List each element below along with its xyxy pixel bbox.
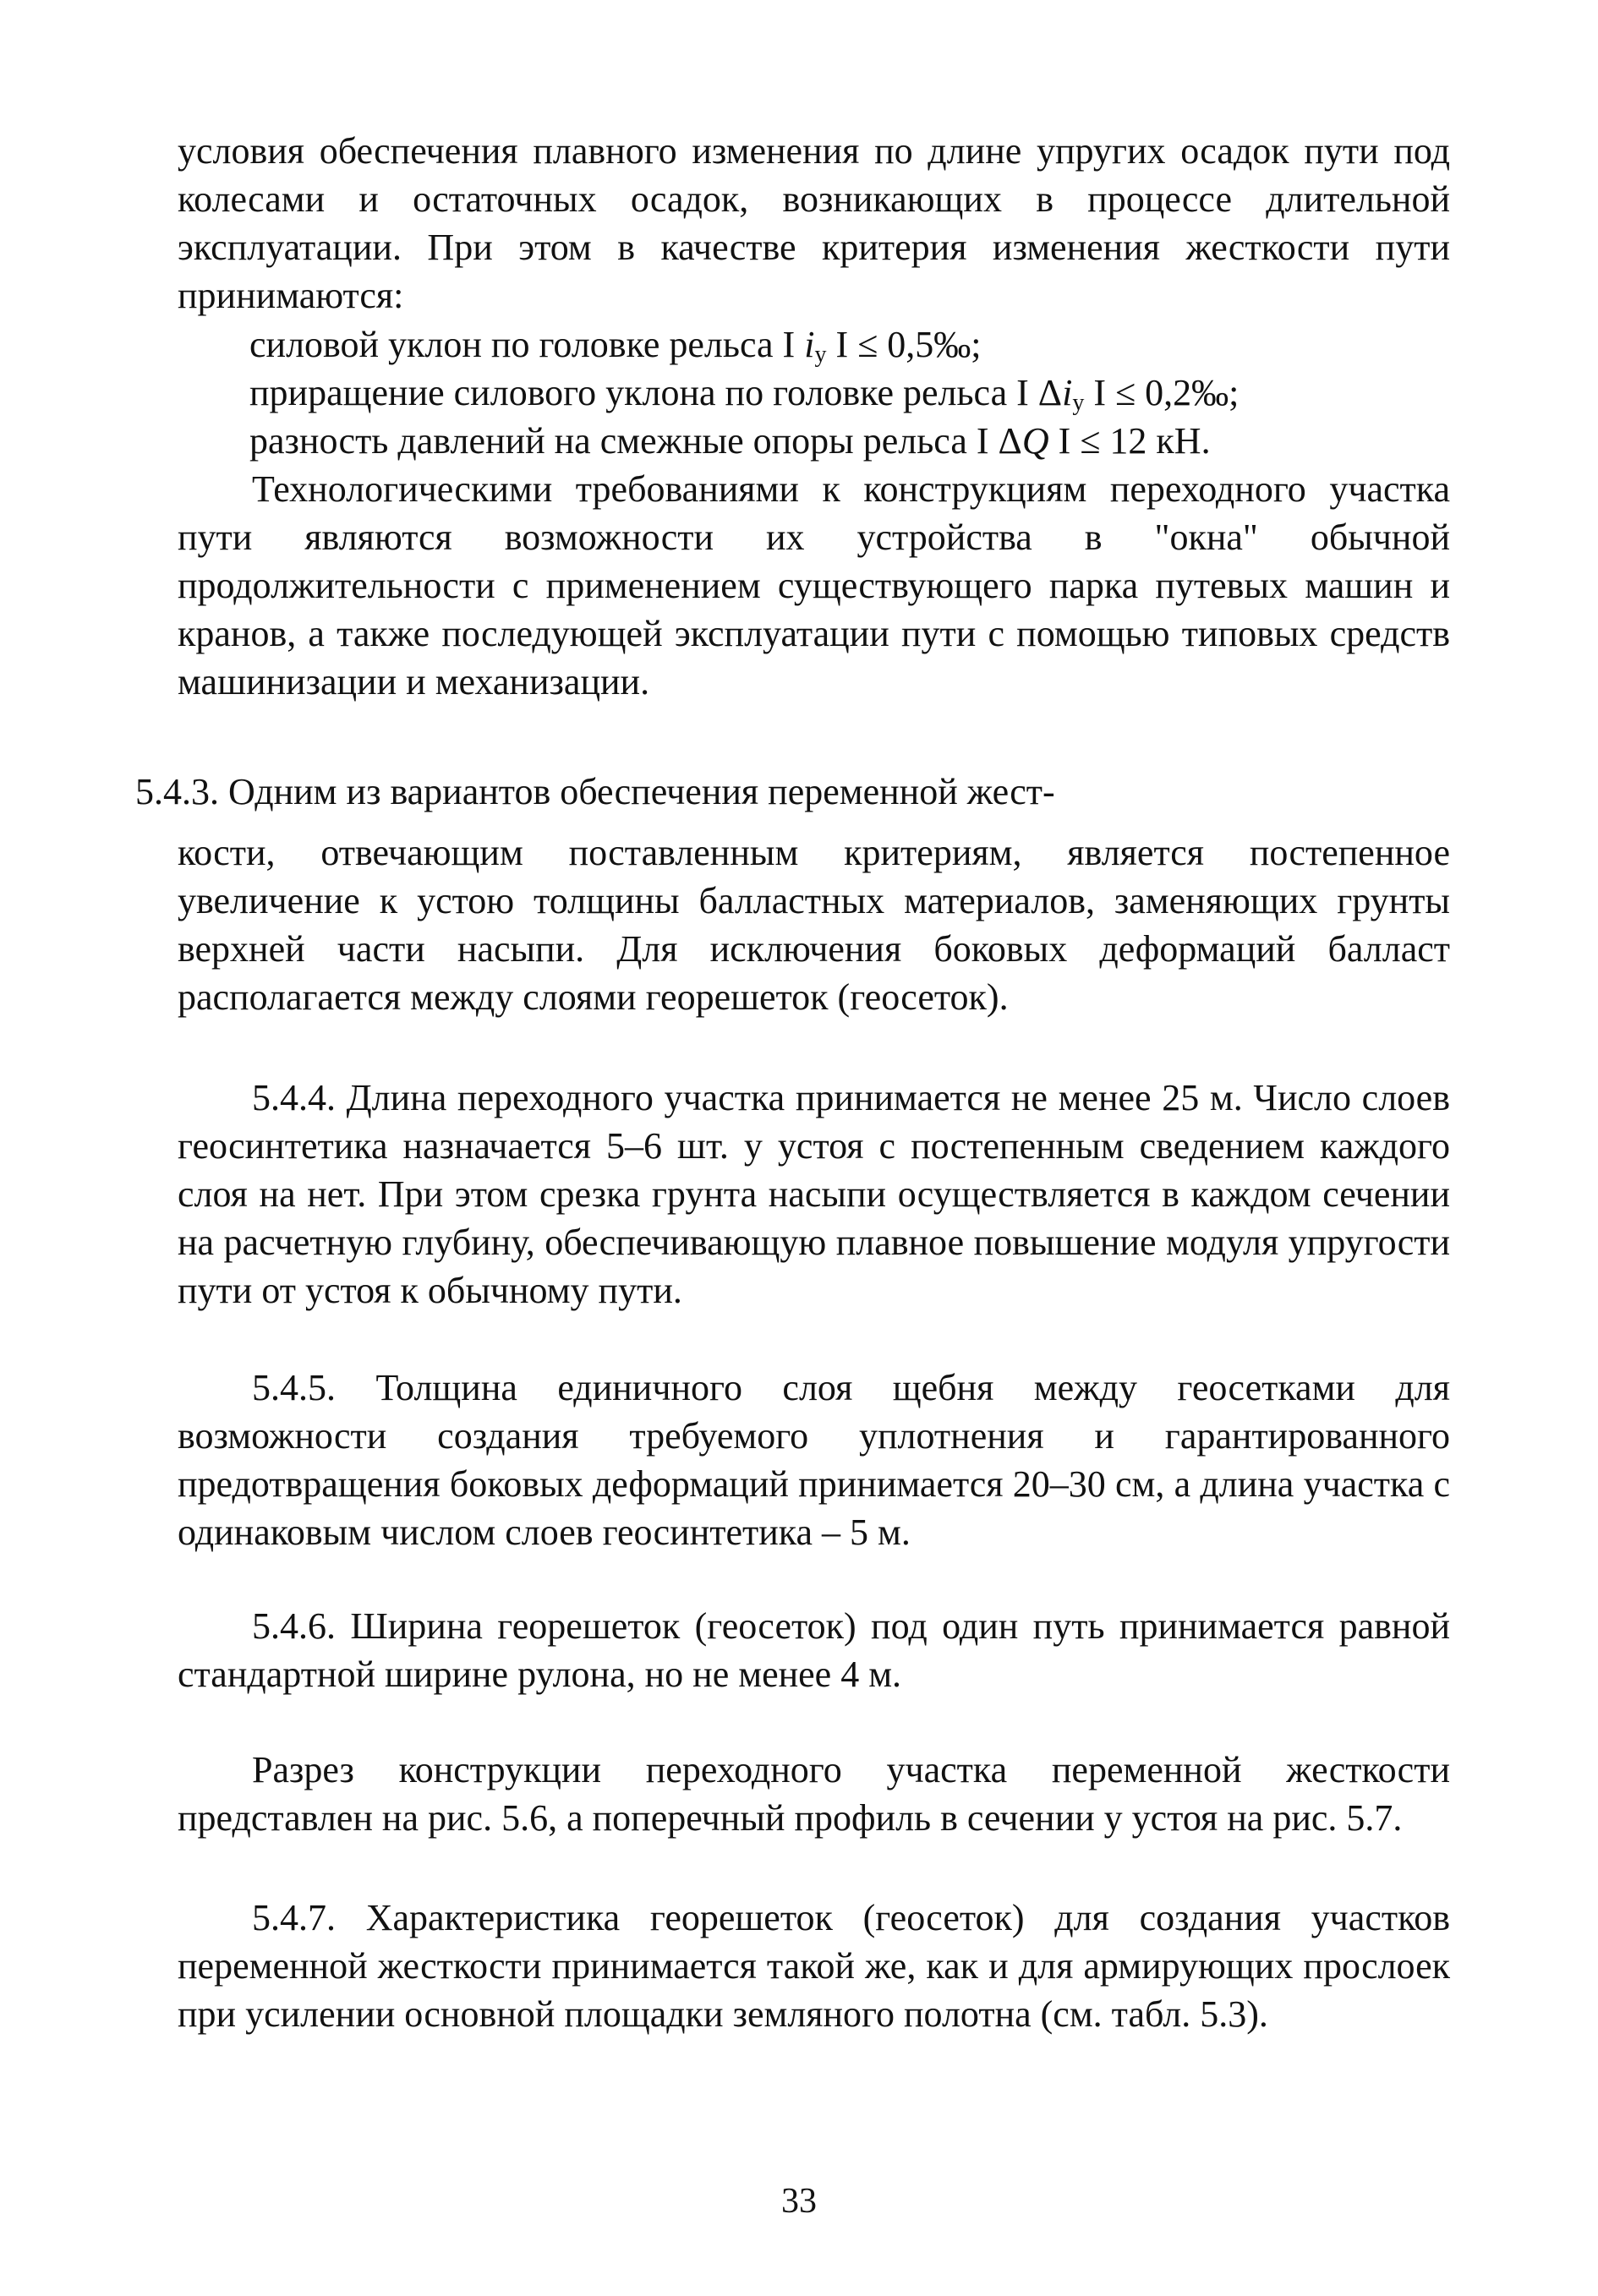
criterion-symbol: Q: [1021, 420, 1049, 462]
criterion-symbol: i: [804, 324, 815, 365]
section-5-4-4-paragraph: 5.4.4. Длина переходного участка принимается не менее 25 м. Число слоев геосинтетика назначается 5–6 шт. у устоя с постепенным сведением каждого слоя на нет. При этом срезка грунта насыпи осуществляется в каждом сечении на расчетную глубину, обеспечивающую плавное повышение модуля упругости пути от устоя к обычному пути.: [178, 1077, 1450, 1311]
section-5-4-5-paragraph: 5.4.5. Толщина единичного слоя щебня между геосетками для возможности создания требуемого уплотнения и гарантированного предотвращения боковых деформаций принимается 20–30 см, а длина участка с одинаковым числом слоев геосинтетика – 5 м.: [178, 1367, 1450, 1553]
criterion-suffix: I ≤ 0,2‰;: [1084, 372, 1240, 413]
technological-requirements-paragraph: Технологическими требованиями к конструкциям переходного участка пути являются возможности их устройства в "окна" обычной продолжительности с применением существующего парка путевых машин и кранов, а также последующей эксплуатации пути с помощью типовых средств машинизации и механизации.: [178, 468, 1450, 702]
section-5-4-7-paragraph: 5.4.7. Характеристика георешеток (геосеток) для создания участков переменной жесткости принимается такой же, как и для армирующих прослоек при усилении основной площадки земляного полотна (см. табл. 5.3).: [178, 1897, 1450, 2035]
section-5-4-6-paragraph: 5.4.6. Ширина георешеток (геосеток) под один путь принимается равной стандартной ширине рулона, но не менее 4 м.: [178, 1605, 1450, 1695]
criterion-pressure-difference: [249, 417, 1450, 465]
criterion-prefix: разность давлений на смежные опоры рельса I Δ: [249, 420, 1022, 462]
criterion-suffix: I ≤ 0,5‰;: [826, 324, 982, 365]
figure-reference-paragraph: Разрез конструкции переходного участка переменной жесткости представлен на рис. 5.6, а поперечный профиль в сечении у устоя на рис. 5.7.: [178, 1749, 1450, 1839]
section-5-4-3-body: кости, отвечающим поставленным критериям, является постепенное увеличение к устою толщины балластных материалов, заменяющих грунты верхней части насыпи. Для исключения боковых деформаций балласт располагается между слоями георешеток (геосеток).: [178, 832, 1450, 1018]
criterion-subscript: y: [1072, 390, 1085, 416]
section-5-4-3-heading: 5.4.3. Одним из вариантов обеспечения переменной жест-: [135, 771, 1055, 812]
intro-paragraph: условия обеспечения плавного изменения по длине упругих осадок пути под колесами и остаточных осадок, возникающих в процессе длительной эксплуатации. При этом в качестве критерия изменения жесткости пути принимаются:: [178, 130, 1450, 316]
criterion-prefix: силовой уклон по головке рельса I: [249, 324, 805, 365]
page-number: 33: [781, 2182, 817, 2221]
criterion-force-slope: [249, 320, 1450, 369]
criterion-suffix: I ≤ 12 кН.: [1048, 420, 1211, 462]
criterion-subscript: y: [814, 342, 827, 368]
criterion-prefix: приращение силового уклона по головке рельса I Δ: [249, 372, 1063, 413]
criterion-slope-increment: [249, 369, 1450, 417]
criterion-symbol: i: [1062, 372, 1073, 413]
